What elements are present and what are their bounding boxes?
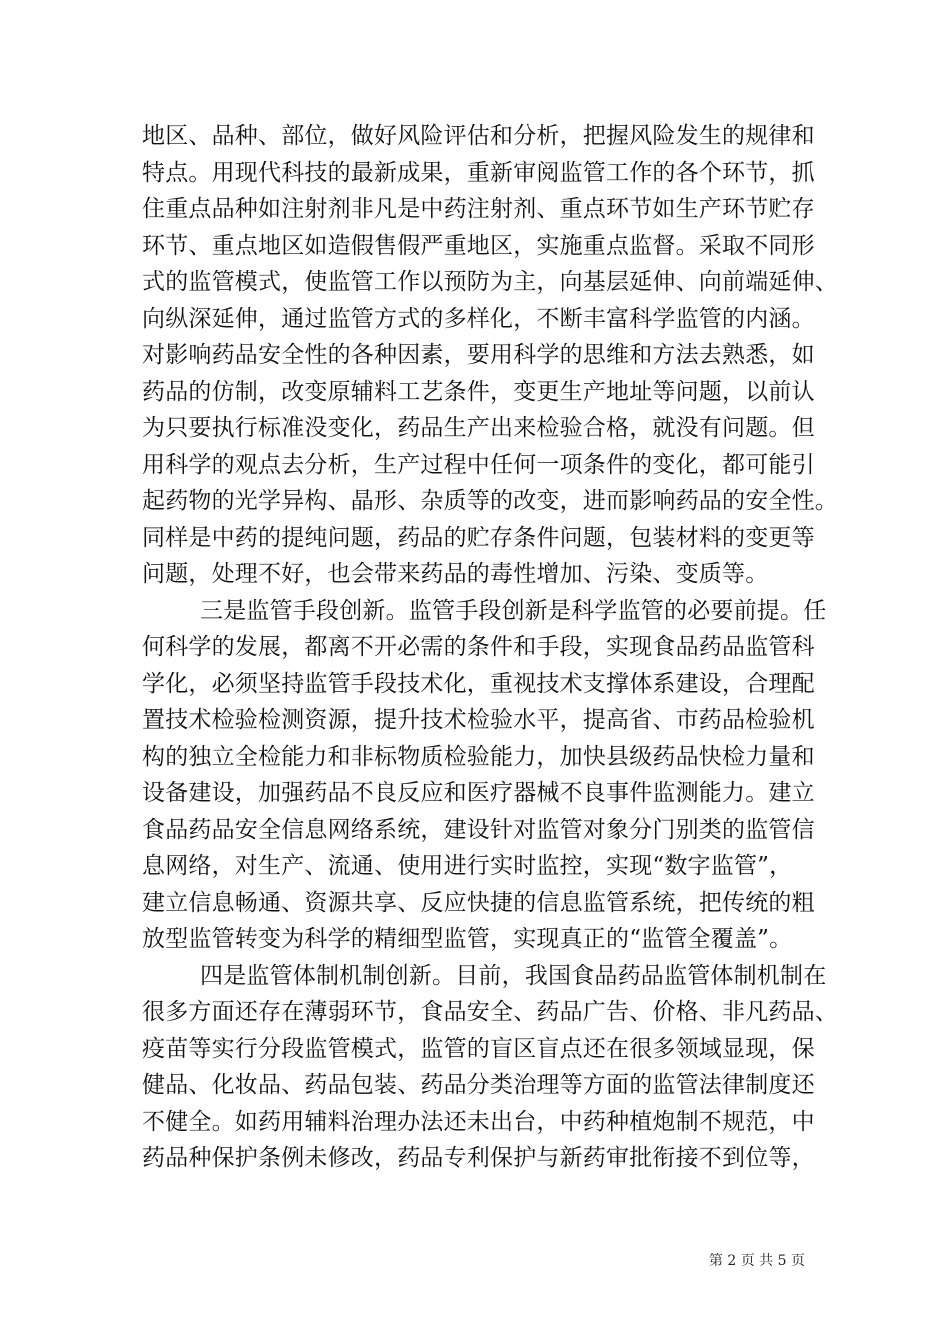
text-line: 特点。用现代科技的最新成果，重新审阅监管工作的各个环节，抓	[142, 159, 815, 186]
text-line: 为只要执行标准没变化，药品生产出来检验合格，就没有问题。但	[142, 415, 815, 441]
text-line: 置技术检验检测资源，提升技术检验水平，提高省、市药品检验机	[142, 707, 815, 733]
text-line: 三是监管手段创新。监管手段创新是科学监管的必要前提。任	[200, 597, 827, 624]
text-line: 构的独立全检能力和非标物质检验能力，加快县级药品快检力量和	[142, 743, 815, 770]
text-line: 食品药品安全信息网络系统，建设针对监管对象分门别类的监管信	[142, 816, 815, 843]
text-line: 设备建设，加强药品不良反应和医疗器械不良事件监测能力。建立	[142, 780, 815, 806]
text-line: 问题，处理不好，也会带来药品的毒性增加、污染、变质等。	[142, 561, 769, 587]
text-line: 息网络，对生产、流通、使用进行实时监控，实现“数字监管”，	[142, 853, 793, 879]
text-line: 很多方面还存在薄弱环节，食品安全、药品广告、价格、非凡药品、	[142, 999, 838, 1025]
paragraph-system-mechanism-innovation	[142, 958, 838, 1177]
paragraph-risk-assessment	[142, 118, 838, 593]
text-line: 同样是中药的提纯问题，药品的贮存条件问题，包装材料的变更等	[142, 524, 815, 551]
page-number-footer: 第 2 页 共 5 页	[708, 1253, 805, 1269]
text-line: 何科学的发展，都离不开必需的条件和手段，实现食品药品监管科	[142, 634, 815, 660]
text-line: 用科学的观点去分析，生产过程中任何一项条件的变化，都可能引	[142, 451, 815, 478]
text-line: 健品、化妆品、药品包装、药品分类治理等方面的监管法律制度还	[142, 1072, 815, 1098]
text-line: 药品的仿制，改变原辅料工艺条件，变更生产地址等问题，以前认	[142, 378, 815, 405]
text-line: 式的监管模式，使监管工作以预防为主，向基层延伸、向前端延伸、	[142, 269, 838, 295]
text-line: 环节、重点地区如造假售假严重地区，实施重点监督。采取不同形	[142, 232, 815, 259]
text-line: 不健全。如药用辅料治理办法还未出台，中药种植炮制不规范，中	[142, 1108, 815, 1135]
text-line: 疫苗等实行分段监管模式，监管的盲区盲点还在很多领域显现，保	[142, 1035, 815, 1062]
text-line: 住重点品种如注射剂非凡是中药注射剂、重点环节如生产环节贮存	[142, 196, 815, 222]
text-line: 建立信息畅通、资源共享、反应快捷的信息监管系统，把传统的粗	[142, 889, 815, 916]
text-line: 药品种保护条例未修改，药品专利保护与新药审批衔接不到位等，	[142, 1145, 815, 1171]
text-line: 学化，必须坚持监管手段技术化，重视技术支撑体系建设，合理配	[142, 670, 815, 697]
text-line: 对影响药品安全性的各种因素，要用科学的思维和方法去熟悉，如	[142, 342, 815, 368]
document-body	[142, 118, 838, 1177]
text-line: 向纵深延伸，通过监管方式的多样化，不断丰富科学监管的内涵。	[142, 305, 815, 332]
text-line: 起药物的光学异构、晶形、杂质等的改变，进而影响药品的安全性。	[142, 488, 838, 514]
text-line: 四是监管体制机制创新。目前，我国食品药品监管体制机制在	[200, 962, 827, 989]
text-line: 地区、品种、部位，做好风险评估和分析，把握风险发生的规律和	[142, 123, 815, 149]
text-line: 放型监管转变为科学的精细型监管，实现真正的“监管全覆盖”。	[142, 926, 793, 952]
paragraph-supervision-means-innovation	[142, 593, 827, 958]
